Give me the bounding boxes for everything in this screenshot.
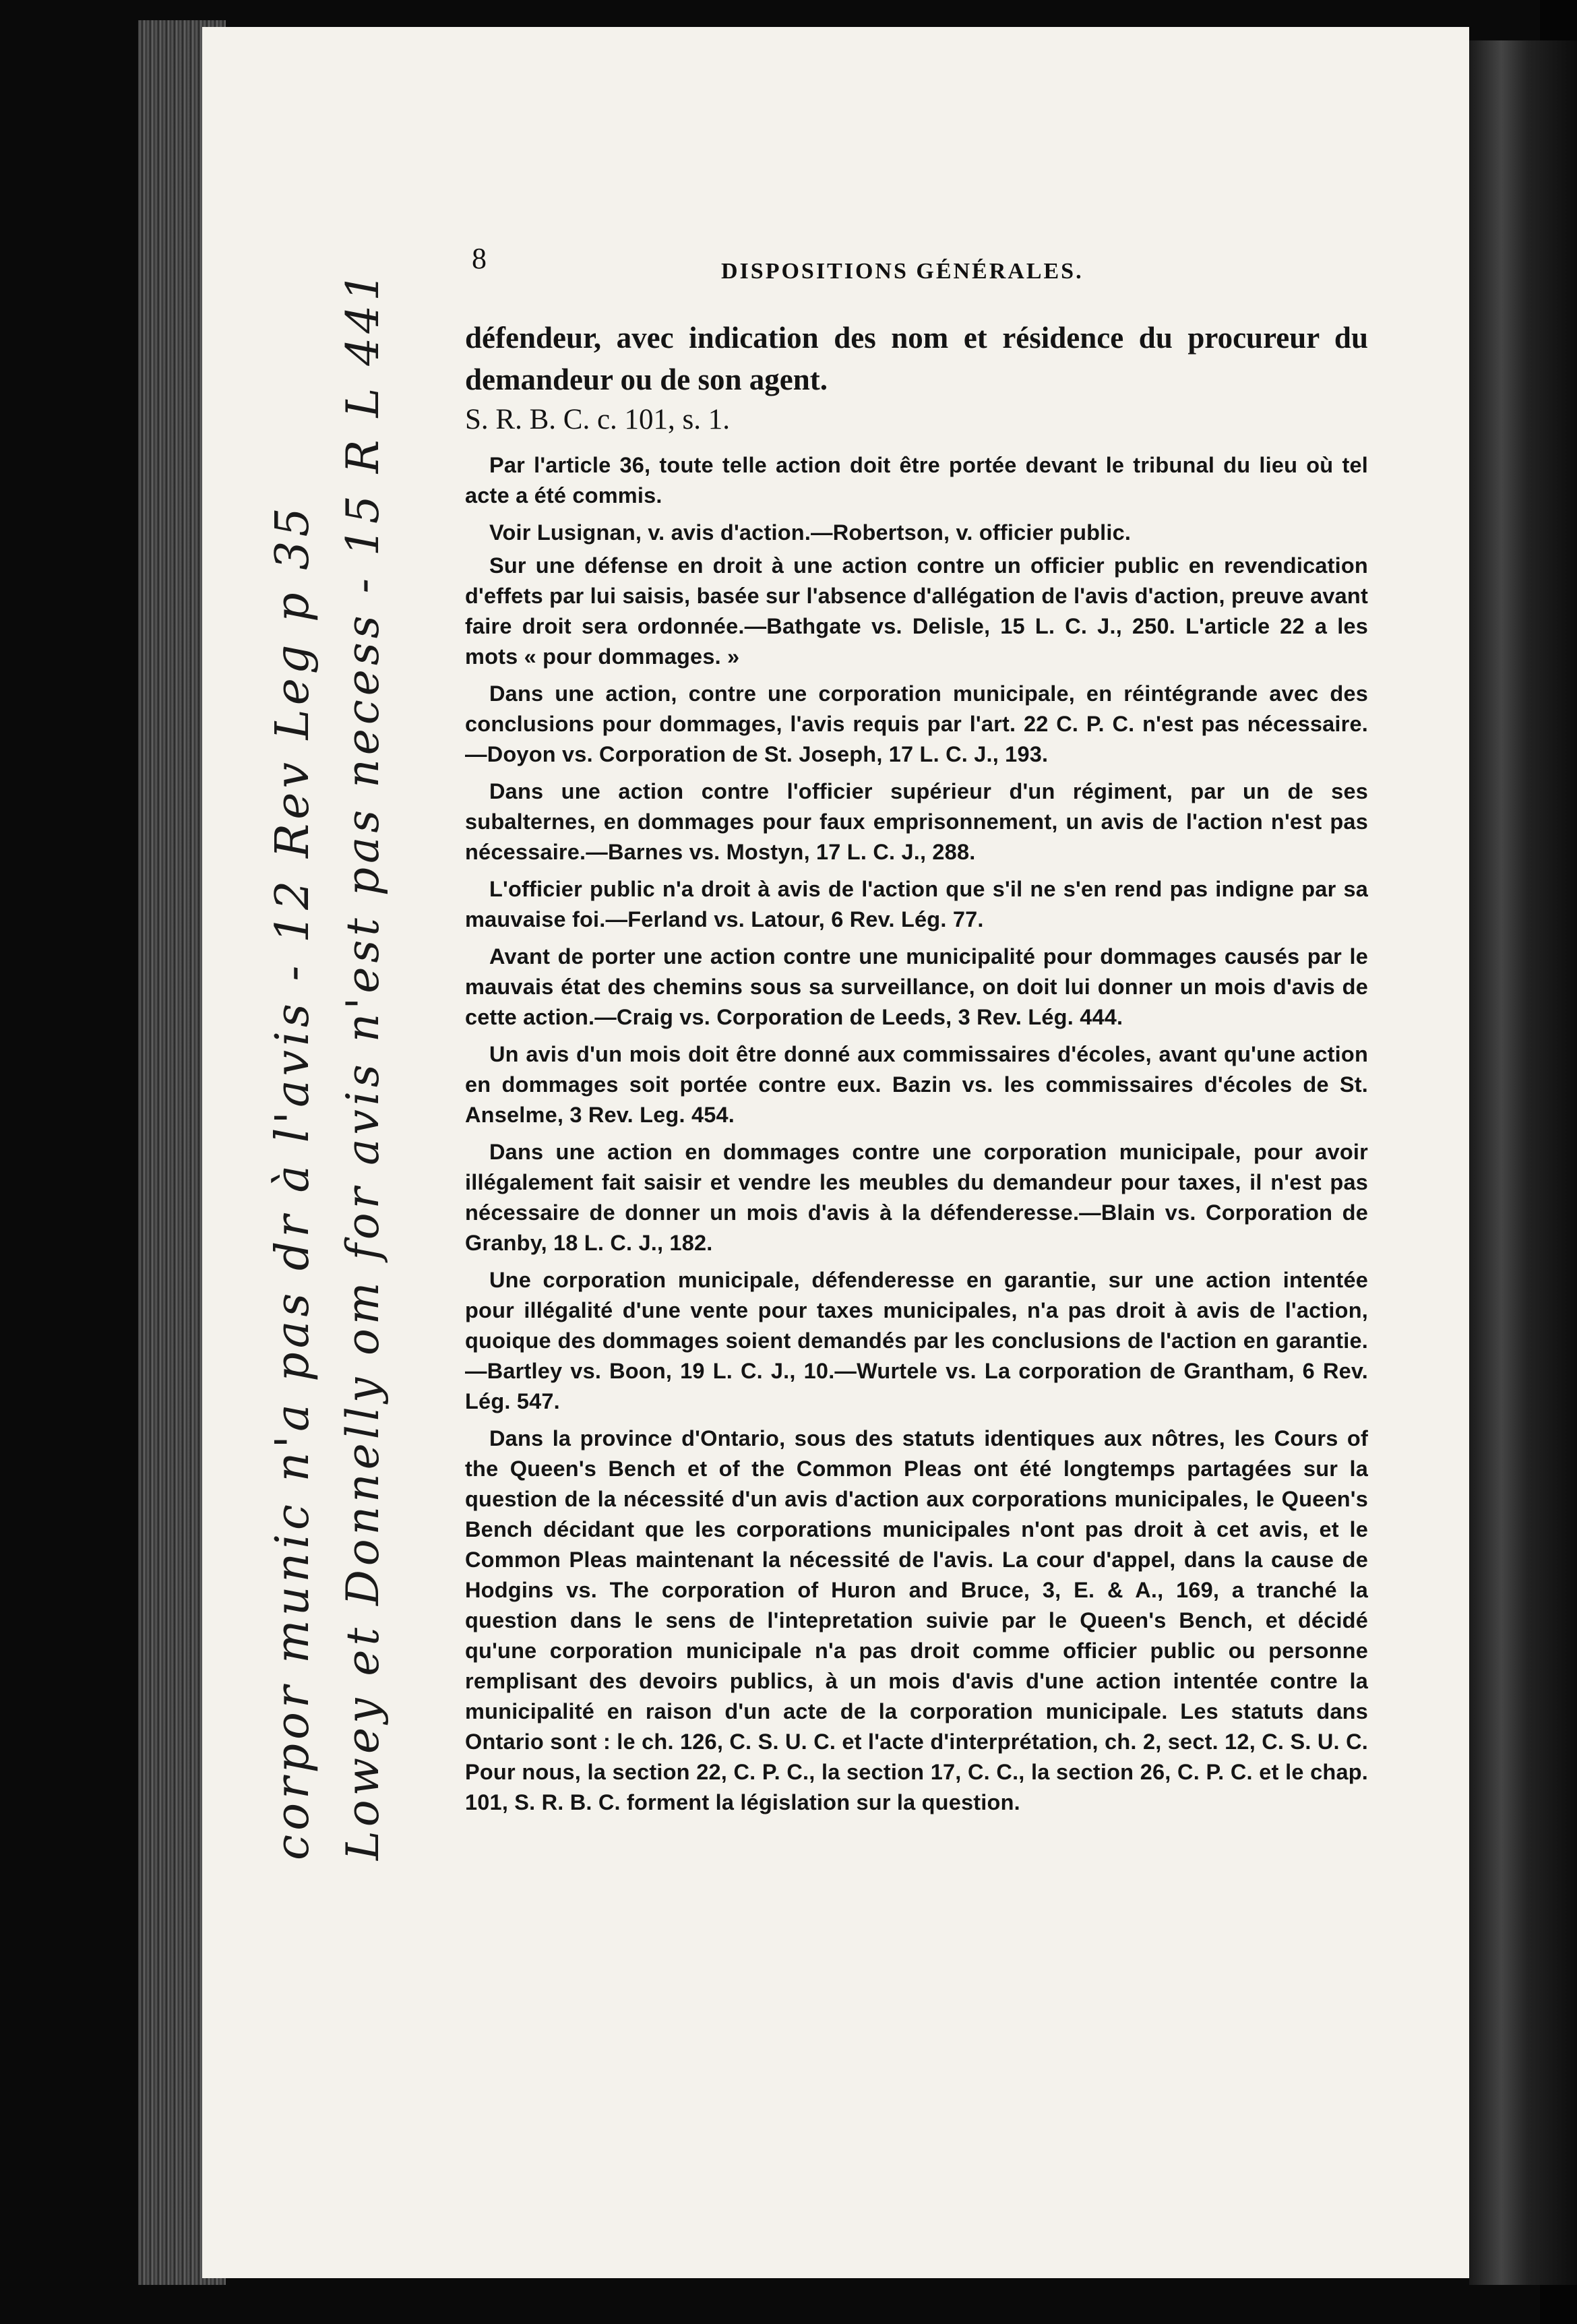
running-head: DISPOSITIONS GÉNÉRALES. bbox=[721, 259, 1084, 284]
annotation-paragraph: Avant de porter une action contre une municipalité pour dommages causés par le mauvais état des chemins sous sa surveillance, on doit lui donner un mois d'avis de cette action.—Craig vs. Corporation de Leeds, 3 Rev. Lég. 444. bbox=[465, 944, 1368, 1029]
annotation-paragraph: L'officier public n'a droit à avis de l'action que s'il ne s'en rend pas indigne par sa mauvaise foi.—Ferland vs. Latour, 6 Rev. Lég. 77. bbox=[465, 877, 1368, 931]
lead-citation: S. R. B. C. c. 101, s. 1. bbox=[465, 404, 731, 435]
page-number: 8 bbox=[472, 242, 487, 275]
annotation-paragraph: Dans la province d'Ontario, sous des statuts identiques aux nôtres, les Cours of the Queen's Bench et of the Common Pleas ont été longtemps partagées sur la question de la nécessité d'un avis d'action aux corporations municipales, le Queen's Bench décidant que les corporations municipales n'ont pas droit à cet avis, et le Common Pleas maintenant la nécessité de l'avis. La cour d'appel, dans la cause de Hodgins vs. The corporation of Huron and Bruce, 3, E. & A., 169, a tranché la question dans le sens de l'intepretation suivie par le Queen's Bench, et décidé qu'une corporation municipale n'a pas droit comme officier public ou personne remplisant des devoirs publics, à un mois d'avis d'une action intentée contre la municipalité en raison d'un acte de la corporation municipale. Les statuts dans Ontario sont : le ch. 126, C. S. U. C. et l'acte d'interprétation, ch. 2, sect. 12, C. S. U. C. Pour nous, la section 22, C. P. C., la section 17, C. C., la section 26, C. P. C. et le chap. 101, S. R. B. C. forment la législation sur la question. bbox=[465, 1426, 1368, 1814]
annotation-paragraph: Dans une action contre l'officier supérieur d'un régiment, par un de ses subalternes, en dommages pour faux emprisonnement, un avis de l'action n'est pas nécessaire.—Barnes vs. Mostyn, 17 L. C. J., 288. bbox=[465, 779, 1368, 864]
lead-paragraph: défendeur, avec indication des nom et résidence du procureur du demandeur ou de son agent. bbox=[465, 321, 1368, 396]
annotation-paragraph: Dans une action, contre une corporation municipale, en réintégrande avec des conclusions pour dommages, l'avis requis par l'art. 22 C. P. C. n'est pas nécessaire.—Doyon vs. Corporation de St. Joseph, 17 L. C. J., 193. bbox=[465, 681, 1368, 766]
annotation-paragraph: Par l'article 36, toute telle action doit être portée devant le tribunal du lieu où tel acte a été commis. bbox=[465, 453, 1368, 508]
annotation-paragraph: Sur une défense en droit à une action contre un officier public en revendication d'effets par lui saisis, basée sur l'absence d'allégation de l'avis d'action, preuve avant faire droit sera ordonnée.—Bathgate vs. Delisle, 15 L. C. J., 250. L'article 22 a les mots « pour dommages. » bbox=[465, 553, 1368, 669]
page-body bbox=[465, 317, 1368, 1825]
annotation-paragraph: Voir Lusignan, v. avis d'action.—Robertson, v. officier public. bbox=[489, 520, 1132, 545]
handwritten-note-line-2: Lowey et Donnelly om for avis n'est pas necess - 15 R L 441 bbox=[337, 268, 389, 1860]
book-spine-right bbox=[1469, 40, 1577, 2285]
annotation-paragraph: Une corporation municipale, défenderesse en garantie, sur une action intentée pour illégalité d'une vente pour taxes municipales, n'a pas droit à avis de l'action, quoique des dommages soient demandés par les conclusions de l'action en garantie.—Bartley vs. Boon, 19 L. C. J., 10.—Wurtele vs. La corporation de Grantham, 6 Rev. Lég. 547. bbox=[465, 1268, 1368, 1413]
annotation-paragraph: Un avis d'un mois doit être donné aux commissaires d'écoles, avant qu'une action en dommages soit portée contre eux. Bazin vs. les commissaires d'écoles de St. Anselme, 3 Rev. Leg. 454. bbox=[465, 1042, 1368, 1127]
annotation-paragraph: Dans une action en dommages contre une corporation municipale, pour avoir illégalement fait saisir et vendre les meubles du demandeur pour taxes, il n'est pas nécessaire de donner un mois d'avis à la défenderesse.—Blain vs. Corporation de Granby, 18 L. C. J., 182. bbox=[465, 1140, 1368, 1255]
handwritten-note-line-1: corpor munic n'a pas dr à l'avis - 12 Rev Leg p 35 bbox=[266, 503, 319, 1860]
